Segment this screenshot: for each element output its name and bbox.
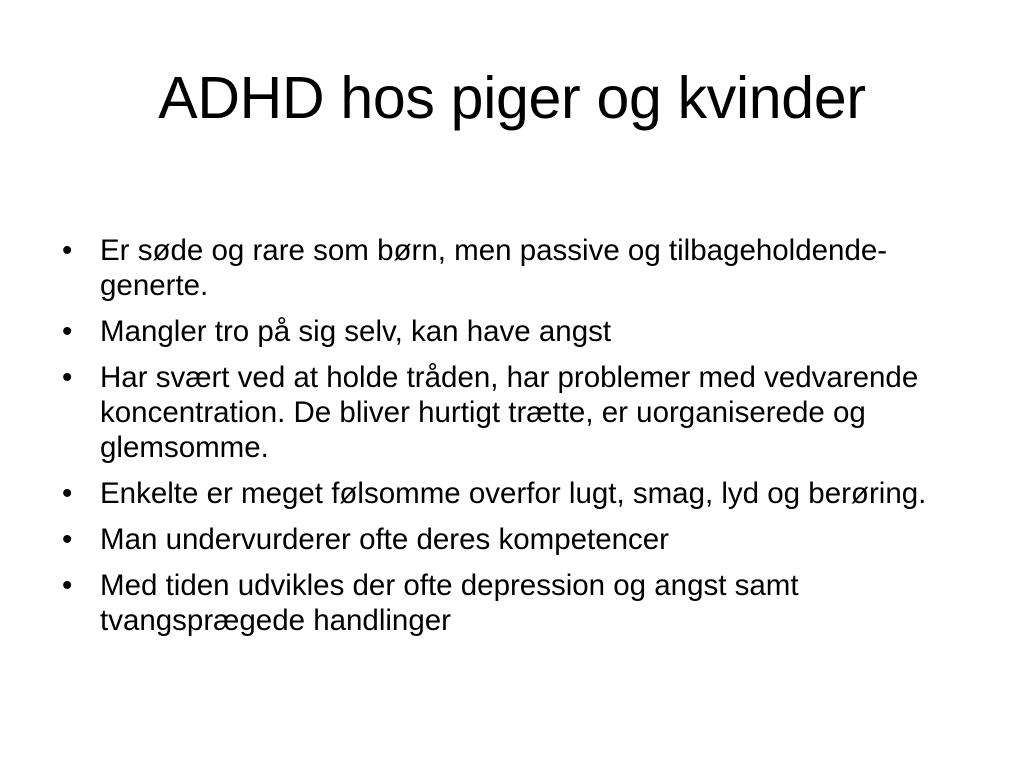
list-item <box>62 568 962 638</box>
bullet-text: Med tiden udvikles der ofte depression og angst samt tvangsprægede handlinger <box>100 569 799 637</box>
list-item <box>62 476 962 511</box>
bullet-icon: • <box>62 523 73 556</box>
slide-title: ADHD hos piger og kvinder <box>158 65 866 131</box>
bullet-text: Enkelte er meget følsomme overfor lugt, smag, lyd og berøring. <box>100 477 927 510</box>
list-item <box>62 360 962 465</box>
bullet-text: Mangler tro på sig selv, kan have angst <box>100 315 612 348</box>
list-item <box>62 522 962 557</box>
bullet-text: Er søde og rare som børn, men passive og tilbageholdende-generte. <box>100 234 888 302</box>
bullet-icon: • <box>62 234 73 267</box>
bullet-icon: • <box>62 315 73 348</box>
bullet-icon: • <box>62 569 73 602</box>
bullet-text: Man undervurderer ofte deres kompetencer <box>100 523 669 556</box>
bullet-icon: • <box>62 361 73 394</box>
bullet-list <box>62 233 962 649</box>
list-item <box>62 314 962 349</box>
list-item <box>62 233 962 303</box>
bullet-icon: • <box>62 477 73 510</box>
bullet-text: Har svært ved at holde tråden, har problemer med vedvarende koncentration. De bliver hurtigt trætte, er uorganiserede og glemsomme. <box>100 361 919 464</box>
